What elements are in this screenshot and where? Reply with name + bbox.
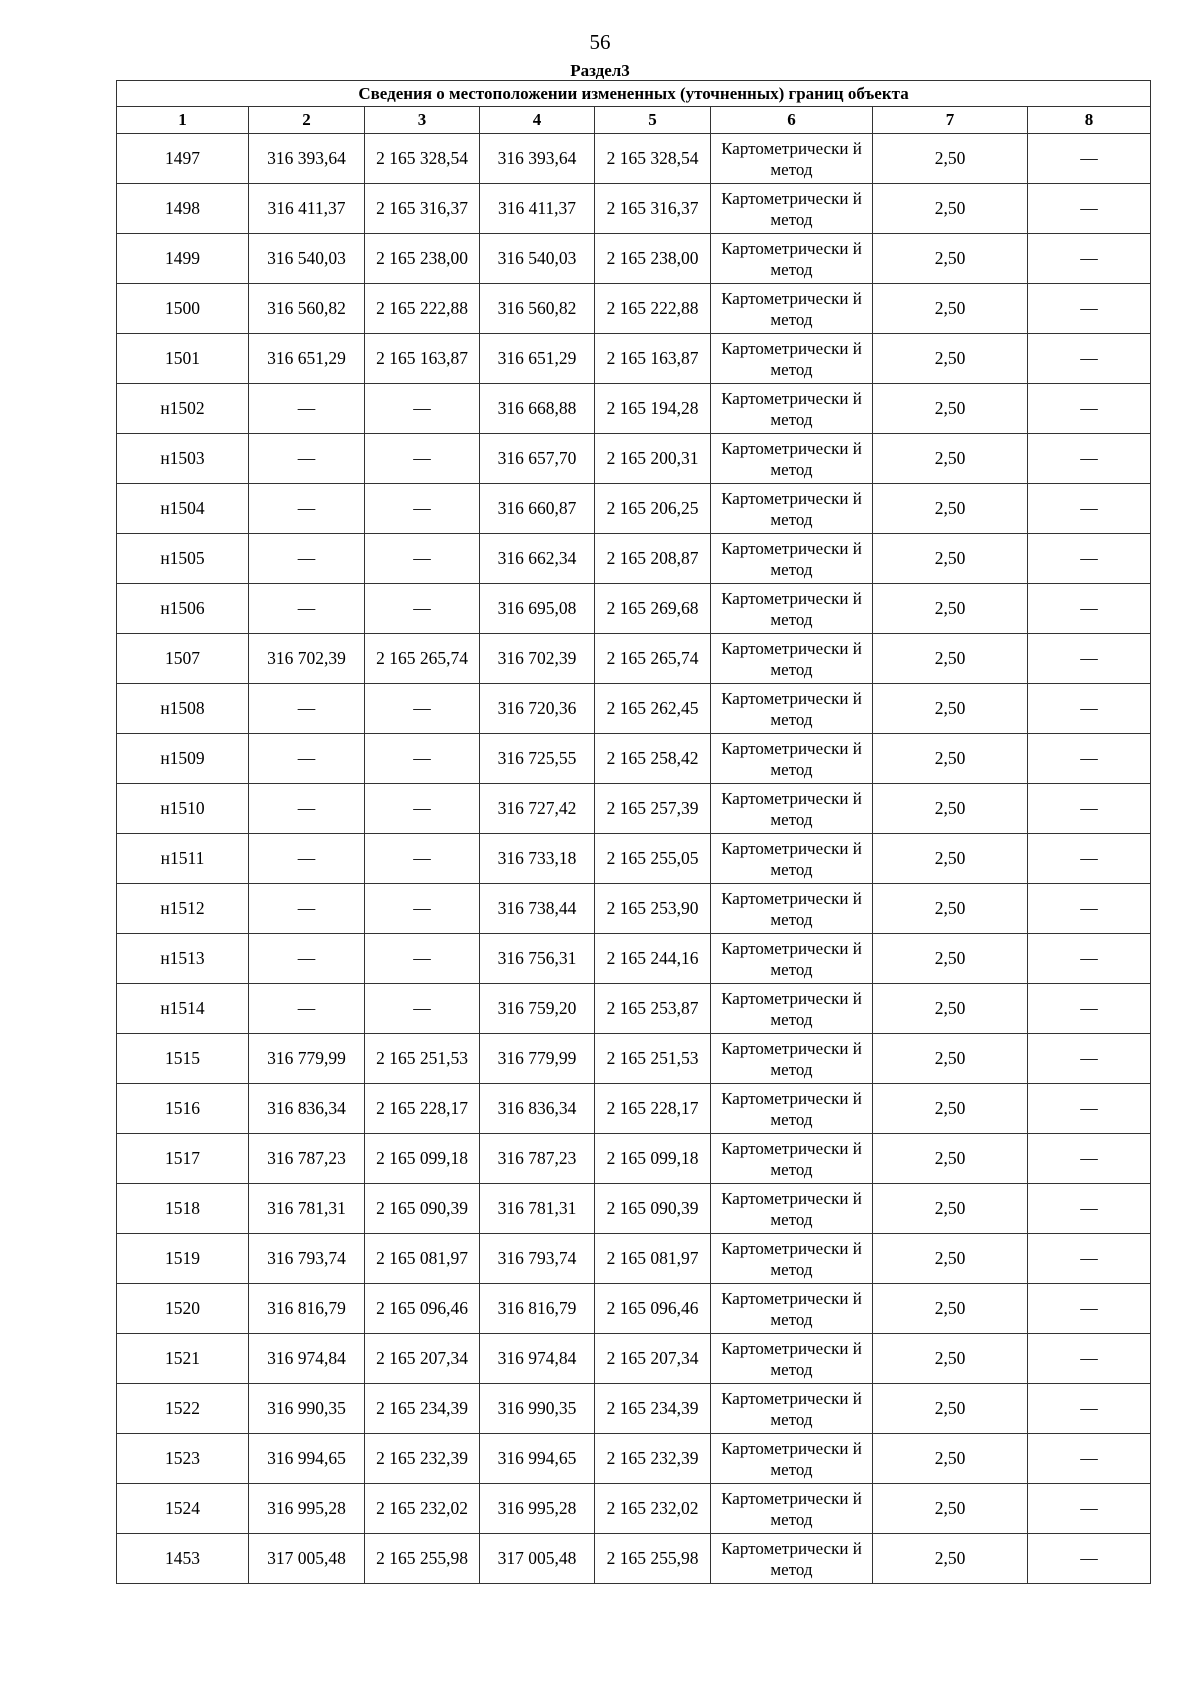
x-new-cell: 316 727,42: [480, 784, 595, 834]
y-new-cell: 2 165 200,31: [595, 434, 711, 484]
x-old-cell: 316 393,64: [249, 134, 365, 184]
notes-cell: —: [1028, 1134, 1151, 1184]
x-new-cell: 316 540,03: [480, 234, 595, 284]
table-row: [117, 684, 1151, 734]
table-row: [117, 734, 1151, 784]
x-old-cell: —: [249, 684, 365, 734]
y-old-cell: —: [365, 434, 480, 484]
x-old-cell: 316 411,37: [249, 184, 365, 234]
x-old-cell: 316 702,39: [249, 634, 365, 684]
y-old-cell: 2 165 222,88: [365, 284, 480, 334]
notes-cell: —: [1028, 834, 1151, 884]
notes-cell: —: [1028, 1284, 1151, 1334]
notes-cell: —: [1028, 1534, 1151, 1584]
notes-cell: —: [1028, 334, 1151, 384]
table-row: [117, 634, 1151, 684]
table-row: [117, 1284, 1151, 1334]
method-cell: Картометрически й метод: [711, 1334, 873, 1384]
y-old-cell: —: [365, 984, 480, 1034]
y-old-cell: 2 165 251,53: [365, 1034, 480, 1084]
point-id-cell: 1518: [117, 1184, 249, 1234]
y-new-cell: 2 165 257,39: [595, 784, 711, 834]
column-number-2: 2: [249, 107, 365, 134]
method-cell: Картометрически й метод: [711, 1184, 873, 1234]
y-old-cell: 2 165 096,46: [365, 1284, 480, 1334]
y-old-cell: 2 165 238,00: [365, 234, 480, 284]
x-new-cell: 316 660,87: [480, 484, 595, 534]
table-row: [117, 384, 1151, 434]
x-old-cell: 316 793,74: [249, 1234, 365, 1284]
method-cell: Картометрически й метод: [711, 484, 873, 534]
method-cell: Картометрически й метод: [711, 734, 873, 784]
y-new-cell: 2 165 269,68: [595, 584, 711, 634]
accuracy-cell: 2,50: [873, 934, 1028, 984]
x-old-cell: —: [249, 784, 365, 834]
y-old-cell: —: [365, 584, 480, 634]
notes-cell: —: [1028, 1184, 1151, 1234]
x-old-cell: 316 836,34: [249, 1084, 365, 1134]
notes-cell: —: [1028, 1234, 1151, 1284]
y-old-cell: —: [365, 534, 480, 584]
x-old-cell: —: [249, 434, 365, 484]
accuracy-cell: 2,50: [873, 334, 1028, 384]
point-id-cell: 1515: [117, 1034, 249, 1084]
table-row: [117, 234, 1151, 284]
x-old-cell: —: [249, 934, 365, 984]
x-old-cell: —: [249, 534, 365, 584]
y-new-cell: 2 165 099,18: [595, 1134, 711, 1184]
method-cell: Картометрически й метод: [711, 1384, 873, 1434]
y-new-cell: 2 165 096,46: [595, 1284, 711, 1334]
y-new-cell: 2 165 234,39: [595, 1384, 711, 1434]
table-row: [117, 1234, 1151, 1284]
y-new-cell: 2 165 222,88: [595, 284, 711, 334]
x-old-cell: 316 787,23: [249, 1134, 365, 1184]
y-old-cell: —: [365, 834, 480, 884]
method-cell: Картометрически й метод: [711, 1034, 873, 1084]
table-row: [117, 184, 1151, 234]
point-id-cell: 1519: [117, 1234, 249, 1284]
point-id-cell: н1503: [117, 434, 249, 484]
x-new-cell: 316 657,70: [480, 434, 595, 484]
point-id-cell: н1510: [117, 784, 249, 834]
accuracy-cell: 2,50: [873, 384, 1028, 434]
method-cell: Картометрически й метод: [711, 834, 873, 884]
point-id-cell: 1516: [117, 1084, 249, 1134]
accuracy-cell: 2,50: [873, 534, 1028, 584]
accuracy-cell: 2,50: [873, 1184, 1028, 1234]
notes-cell: —: [1028, 484, 1151, 534]
table-row: [117, 1134, 1151, 1184]
y-old-cell: 2 165 255,98: [365, 1534, 480, 1584]
accuracy-cell: 2,50: [873, 234, 1028, 284]
point-id-cell: 1522: [117, 1384, 249, 1434]
method-cell: Картометрически й метод: [711, 1134, 873, 1184]
notes-cell: —: [1028, 234, 1151, 284]
point-id-cell: 1523: [117, 1434, 249, 1484]
y-new-cell: 2 165 316,37: [595, 184, 711, 234]
y-new-cell: 2 165 265,74: [595, 634, 711, 684]
method-cell: Картометрически й метод: [711, 1084, 873, 1134]
accuracy-cell: 2,50: [873, 1034, 1028, 1084]
method-cell: Картометрически й метод: [711, 134, 873, 184]
y-old-cell: 2 165 090,39: [365, 1184, 480, 1234]
y-new-cell: 2 165 253,90: [595, 884, 711, 934]
table-row: [117, 784, 1151, 834]
x-new-cell: 316 393,64: [480, 134, 595, 184]
point-id-cell: 1500: [117, 284, 249, 334]
table-row: [117, 1084, 1151, 1134]
notes-cell: —: [1028, 684, 1151, 734]
y-old-cell: 2 165 328,54: [365, 134, 480, 184]
y-old-cell: —: [365, 934, 480, 984]
y-old-cell: 2 165 265,74: [365, 634, 480, 684]
method-cell: Картометрически й метод: [711, 534, 873, 584]
x-new-cell: 316 816,79: [480, 1284, 595, 1334]
x-old-cell: 316 990,35: [249, 1384, 365, 1434]
boundary-coordinates-table: [116, 80, 1151, 1584]
notes-cell: —: [1028, 534, 1151, 584]
accuracy-cell: 2,50: [873, 434, 1028, 484]
accuracy-cell: 2,50: [873, 834, 1028, 884]
y-old-cell: —: [365, 484, 480, 534]
column-number-4: 4: [480, 107, 595, 134]
x-new-cell: 316 995,28: [480, 1484, 595, 1534]
x-new-cell: 316 974,84: [480, 1334, 595, 1384]
accuracy-cell: 2,50: [873, 1334, 1028, 1384]
x-new-cell: 317 005,48: [480, 1534, 595, 1584]
accuracy-cell: 2,50: [873, 184, 1028, 234]
table-row: [117, 284, 1151, 334]
x-old-cell: —: [249, 484, 365, 534]
point-id-cell: 1453: [117, 1534, 249, 1584]
accuracy-cell: 2,50: [873, 784, 1028, 834]
accuracy-cell: 2,50: [873, 1384, 1028, 1434]
table-row: [117, 484, 1151, 534]
accuracy-cell: 2,50: [873, 584, 1028, 634]
notes-cell: —: [1028, 434, 1151, 484]
accuracy-cell: 2,50: [873, 1134, 1028, 1184]
notes-cell: —: [1028, 1384, 1151, 1434]
y-new-cell: 2 165 232,39: [595, 1434, 711, 1484]
x-new-cell: 316 668,88: [480, 384, 595, 434]
y-new-cell: 2 165 081,97: [595, 1234, 711, 1284]
y-new-cell: 2 165 207,34: [595, 1334, 711, 1384]
table-row: [117, 1034, 1151, 1084]
method-cell: Картометрически й метод: [711, 334, 873, 384]
y-new-cell: 2 165 232,02: [595, 1484, 711, 1534]
table-row: [117, 584, 1151, 634]
accuracy-cell: 2,50: [873, 1234, 1028, 1284]
x-old-cell: 316 540,03: [249, 234, 365, 284]
y-old-cell: 2 165 081,97: [365, 1234, 480, 1284]
x-new-cell: 316 781,31: [480, 1184, 595, 1234]
accuracy-cell: 2,50: [873, 1484, 1028, 1534]
x-old-cell: 316 994,65: [249, 1434, 365, 1484]
y-new-cell: 2 165 090,39: [595, 1184, 711, 1234]
point-id-cell: 1507: [117, 634, 249, 684]
x-new-cell: 316 836,34: [480, 1084, 595, 1134]
point-id-cell: н1512: [117, 884, 249, 934]
accuracy-cell: 2,50: [873, 284, 1028, 334]
y-new-cell: 2 165 251,53: [595, 1034, 711, 1084]
y-old-cell: 2 165 316,37: [365, 184, 480, 234]
notes-cell: —: [1028, 784, 1151, 834]
y-new-cell: 2 165 328,54: [595, 134, 711, 184]
method-cell: Картометрически й метод: [711, 284, 873, 334]
x-old-cell: 316 781,31: [249, 1184, 365, 1234]
table-row: [117, 1484, 1151, 1534]
y-new-cell: 2 165 255,05: [595, 834, 711, 884]
method-cell: Картометрически й метод: [711, 1284, 873, 1334]
y-old-cell: 2 165 232,02: [365, 1484, 480, 1534]
column-number-6: 6: [711, 107, 873, 134]
column-number-5: 5: [595, 107, 711, 134]
table-title: Сведения о местоположении измененных (уточненных) границ объекта: [117, 81, 1151, 107]
table-title-row: [117, 81, 1151, 107]
y-old-cell: 2 165 228,17: [365, 1084, 480, 1134]
accuracy-cell: 2,50: [873, 134, 1028, 184]
y-new-cell: 2 165 255,98: [595, 1534, 711, 1584]
notes-cell: —: [1028, 1084, 1151, 1134]
table-row: [117, 1184, 1151, 1234]
x-new-cell: 316 695,08: [480, 584, 595, 634]
table-row: [117, 434, 1151, 484]
notes-cell: —: [1028, 584, 1151, 634]
x-old-cell: 316 816,79: [249, 1284, 365, 1334]
accuracy-cell: 2,50: [873, 884, 1028, 934]
accuracy-cell: 2,50: [873, 1534, 1028, 1584]
point-id-cell: н1514: [117, 984, 249, 1034]
table-row: [117, 884, 1151, 934]
y-new-cell: 2 165 228,17: [595, 1084, 711, 1134]
point-id-cell: н1504: [117, 484, 249, 534]
point-id-cell: н1513: [117, 934, 249, 984]
point-id-cell: 1517: [117, 1134, 249, 1184]
y-old-cell: 2 165 234,39: [365, 1384, 480, 1434]
table-row: [117, 534, 1151, 584]
point-id-cell: н1505: [117, 534, 249, 584]
x-new-cell: 316 720,36: [480, 684, 595, 734]
accuracy-cell: 2,50: [873, 734, 1028, 784]
table-row: [117, 984, 1151, 1034]
x-new-cell: 316 990,35: [480, 1384, 595, 1434]
x-new-cell: 316 662,34: [480, 534, 595, 584]
x-old-cell: 316 779,99: [249, 1034, 365, 1084]
notes-cell: —: [1028, 384, 1151, 434]
point-id-cell: 1501: [117, 334, 249, 384]
method-cell: Картометрически й метод: [711, 234, 873, 284]
y-new-cell: 2 165 244,16: [595, 934, 711, 984]
y-new-cell: 2 165 258,42: [595, 734, 711, 784]
notes-cell: —: [1028, 184, 1151, 234]
x-new-cell: 316 787,23: [480, 1134, 595, 1184]
x-new-cell: 316 411,37: [480, 184, 595, 234]
y-old-cell: —: [365, 784, 480, 834]
column-number-3: 3: [365, 107, 480, 134]
accuracy-cell: 2,50: [873, 1434, 1028, 1484]
x-old-cell: —: [249, 834, 365, 884]
x-old-cell: 316 995,28: [249, 1484, 365, 1534]
point-id-cell: 1498: [117, 184, 249, 234]
method-cell: Картометрически й метод: [711, 1434, 873, 1484]
point-id-cell: 1524: [117, 1484, 249, 1534]
notes-cell: —: [1028, 984, 1151, 1034]
table-row: [117, 834, 1151, 884]
x-old-cell: —: [249, 884, 365, 934]
method-cell: Картометрически й метод: [711, 1534, 873, 1584]
y-old-cell: 2 165 232,39: [365, 1434, 480, 1484]
point-id-cell: н1506: [117, 584, 249, 634]
point-id-cell: н1502: [117, 384, 249, 434]
y-new-cell: 2 165 194,28: [595, 384, 711, 434]
method-cell: Картометрически й метод: [711, 384, 873, 434]
y-old-cell: 2 165 207,34: [365, 1334, 480, 1384]
method-cell: Картометрически й метод: [711, 584, 873, 634]
point-id-cell: 1520: [117, 1284, 249, 1334]
y-new-cell: 2 165 163,87: [595, 334, 711, 384]
column-number-8: 8: [1028, 107, 1151, 134]
y-new-cell: 2 165 262,45: [595, 684, 711, 734]
x-new-cell: 316 733,18: [480, 834, 595, 884]
x-old-cell: 316 974,84: [249, 1334, 365, 1384]
x-old-cell: —: [249, 584, 365, 634]
x-new-cell: 316 725,55: [480, 734, 595, 784]
notes-cell: —: [1028, 934, 1151, 984]
x-new-cell: 316 779,99: [480, 1034, 595, 1084]
x-old-cell: —: [249, 734, 365, 784]
x-new-cell: 316 759,20: [480, 984, 595, 1034]
notes-cell: —: [1028, 734, 1151, 784]
method-cell: Картометрически й метод: [711, 1484, 873, 1534]
point-id-cell: 1521: [117, 1334, 249, 1384]
table-row: [117, 334, 1151, 384]
x-new-cell: 316 756,31: [480, 934, 595, 984]
accuracy-cell: 2,50: [873, 634, 1028, 684]
point-id-cell: 1499: [117, 234, 249, 284]
y-new-cell: 2 165 238,00: [595, 234, 711, 284]
accuracy-cell: 2,50: [873, 484, 1028, 534]
x-new-cell: 316 793,74: [480, 1234, 595, 1284]
table-row: [117, 1334, 1151, 1384]
y-old-cell: —: [365, 734, 480, 784]
y-old-cell: —: [365, 384, 480, 434]
section-title: Раздел3: [570, 61, 630, 80]
method-cell: Картометрически й метод: [711, 934, 873, 984]
column-number-7: 7: [873, 107, 1028, 134]
x-old-cell: 317 005,48: [249, 1534, 365, 1584]
y-new-cell: 2 165 206,25: [595, 484, 711, 534]
column-number-row: [117, 107, 1151, 134]
point-id-cell: н1511: [117, 834, 249, 884]
x-new-cell: 316 651,29: [480, 334, 595, 384]
point-id-cell: н1508: [117, 684, 249, 734]
y-old-cell: —: [365, 884, 480, 934]
column-number-1: 1: [117, 107, 249, 134]
method-cell: Картометрически й метод: [711, 1234, 873, 1284]
x-new-cell: 316 560,82: [480, 284, 595, 334]
table-row: [117, 1534, 1151, 1584]
x-old-cell: —: [249, 984, 365, 1034]
accuracy-cell: 2,50: [873, 984, 1028, 1034]
table-row: [117, 1434, 1151, 1484]
notes-cell: —: [1028, 884, 1151, 934]
x-old-cell: 316 651,29: [249, 334, 365, 384]
point-id-cell: 1497: [117, 134, 249, 184]
x-new-cell: 316 702,39: [480, 634, 595, 684]
table-row: [117, 134, 1151, 184]
y-old-cell: 2 165 163,87: [365, 334, 480, 384]
accuracy-cell: 2,50: [873, 684, 1028, 734]
x-new-cell: 316 738,44: [480, 884, 595, 934]
notes-cell: —: [1028, 1334, 1151, 1384]
notes-cell: —: [1028, 1034, 1151, 1084]
x-new-cell: 316 994,65: [480, 1434, 595, 1484]
accuracy-cell: 2,50: [873, 1284, 1028, 1334]
y-new-cell: 2 165 253,87: [595, 984, 711, 1034]
notes-cell: —: [1028, 1434, 1151, 1484]
table-row: [117, 1384, 1151, 1434]
method-cell: Картометрически й метод: [711, 784, 873, 834]
notes-cell: —: [1028, 634, 1151, 684]
method-cell: Картометрически й метод: [711, 884, 873, 934]
notes-cell: —: [1028, 1484, 1151, 1534]
notes-cell: —: [1028, 284, 1151, 334]
x-old-cell: —: [249, 384, 365, 434]
y-new-cell: 2 165 208,87: [595, 534, 711, 584]
method-cell: Картометрически й метод: [711, 634, 873, 684]
method-cell: Картометрически й метод: [711, 984, 873, 1034]
y-old-cell: 2 165 099,18: [365, 1134, 480, 1184]
accuracy-cell: 2,50: [873, 1084, 1028, 1134]
x-old-cell: 316 560,82: [249, 284, 365, 334]
method-cell: Картометрически й метод: [711, 684, 873, 734]
page-number: 56: [589, 30, 611, 54]
point-id-cell: н1509: [117, 734, 249, 784]
table-body: [117, 81, 1151, 1584]
notes-cell: —: [1028, 134, 1151, 184]
method-cell: Картометрически й метод: [711, 184, 873, 234]
method-cell: Картометрически й метод: [711, 434, 873, 484]
y-old-cell: —: [365, 684, 480, 734]
table-row: [117, 934, 1151, 984]
